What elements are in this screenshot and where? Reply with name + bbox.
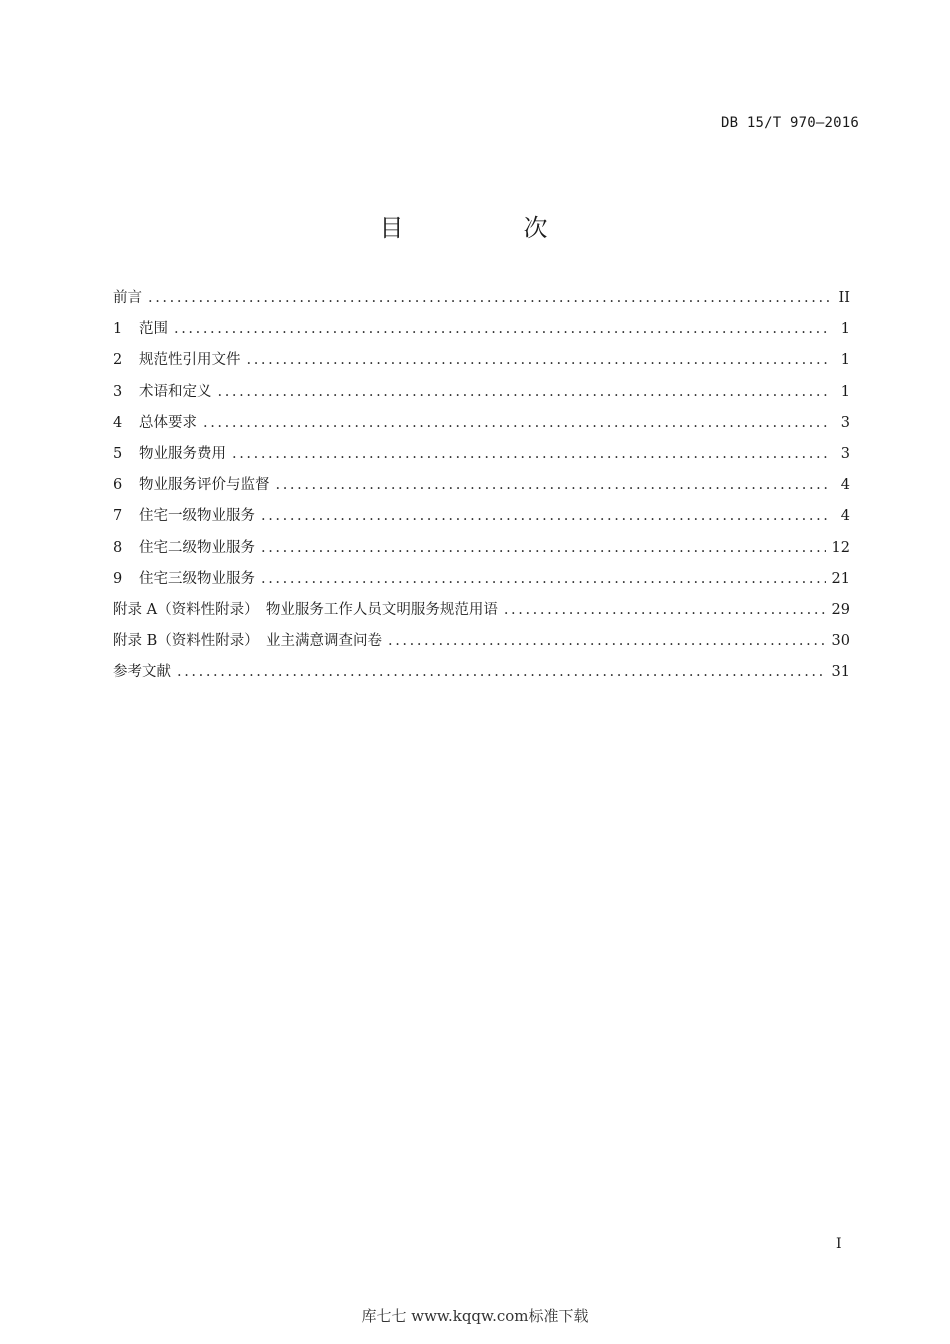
toc-dot-leader [261, 505, 830, 527]
toc-entry-number: 7 [113, 508, 123, 525]
toc-dot-leader [177, 661, 826, 683]
toc-dot-leader [148, 287, 830, 309]
toc-entry-appendix-b[interactable] [113, 630, 850, 661]
table-of-contents [113, 287, 850, 692]
toc-title: 目 次 [379, 214, 596, 242]
toc-dot-leader [174, 318, 830, 340]
page-number: I [836, 1236, 842, 1252]
toc-entry-3[interactable] [113, 381, 850, 412]
toc-entry-5[interactable] [113, 443, 850, 474]
toc-entry-label: 物业服务评价与监督 [139, 477, 270, 494]
toc-entry-page: 3 [840, 445, 850, 462]
toc-entry-page: 4 [840, 477, 850, 494]
toc-entry-label: 规范性引用文件 [139, 352, 241, 369]
toc-entry-page: 21 [831, 570, 850, 587]
toc-entry-6[interactable] [113, 474, 850, 505]
toc-entry-page: 1 [840, 352, 850, 369]
toc-entry-label: 附录 A（资料性附录） 物业服务工作人员文明服务规范用语 [113, 601, 498, 618]
toc-entry-number: 2 [113, 352, 123, 369]
toc-entry-1[interactable] [113, 318, 850, 349]
toc-dot-leader [504, 599, 826, 621]
toc-entry-label: 前言 [113, 290, 142, 306]
toc-entry-page: 1 [840, 321, 850, 338]
toc-entry-page: 1 [840, 383, 850, 400]
toc-entry-number: 9 [113, 570, 123, 587]
toc-dot-leader [261, 537, 826, 559]
toc-entry-appendix-a[interactable] [113, 599, 850, 630]
toc-entry-number: 1 [113, 321, 123, 338]
toc-entry-label: 物业服务费用 [139, 445, 226, 462]
toc-dot-leader [276, 474, 831, 496]
toc-entry-9[interactable] [113, 568, 850, 599]
toc-entry-page: 30 [831, 633, 850, 650]
toc-entry-number: 8 [113, 539, 123, 556]
toc-entry-label: 附录 B（资料性附录） 业主满意调查问卷 [113, 633, 383, 650]
toc-entry-page: 29 [831, 601, 850, 618]
toc-entry-label: 住宅三级物业服务 [139, 570, 255, 587]
toc-entry-label: 住宅一级物业服务 [139, 508, 255, 525]
toc-entry-label: 范围 [139, 321, 168, 338]
toc-dot-leader [261, 568, 826, 590]
toc-entry-page: 31 [831, 664, 850, 681]
toc-entry-label: 术语和定义 [139, 383, 212, 400]
toc-entry-number: 4 [113, 414, 123, 431]
toc-entry-8[interactable] [113, 537, 850, 568]
toc-entry-foreword[interactable] [113, 287, 850, 318]
toc-entry-label: 参考文献 [113, 664, 171, 681]
toc-entry-page: 3 [840, 414, 850, 431]
toc-entry-number: 3 [113, 383, 123, 400]
toc-entry-2[interactable] [113, 349, 850, 380]
toc-entry-references[interactable] [113, 661, 850, 692]
toc-entry-label: 住宅二级物业服务 [139, 539, 255, 556]
toc-entry-7[interactable] [113, 505, 850, 536]
toc-entry-page: II [838, 290, 850, 306]
toc-entry-page: 12 [831, 539, 850, 556]
toc-entry-label: 总体要求 [139, 414, 197, 431]
toc-entry-page: 4 [840, 508, 850, 525]
toc-dot-leader [388, 630, 826, 652]
toc-dot-leader [218, 381, 831, 403]
toc-dot-leader [247, 349, 831, 371]
toc-dot-leader [232, 443, 830, 465]
toc-entry-number: 6 [113, 477, 123, 494]
toc-dot-leader [203, 412, 830, 434]
source-watermark: 库七七 www.kqqw.com标准下载 [361, 1307, 589, 1325]
toc-entry-4[interactable] [113, 412, 850, 443]
toc-entry-number: 5 [113, 445, 123, 462]
document-code: DB 15/T 970—2016 [720, 115, 859, 131]
